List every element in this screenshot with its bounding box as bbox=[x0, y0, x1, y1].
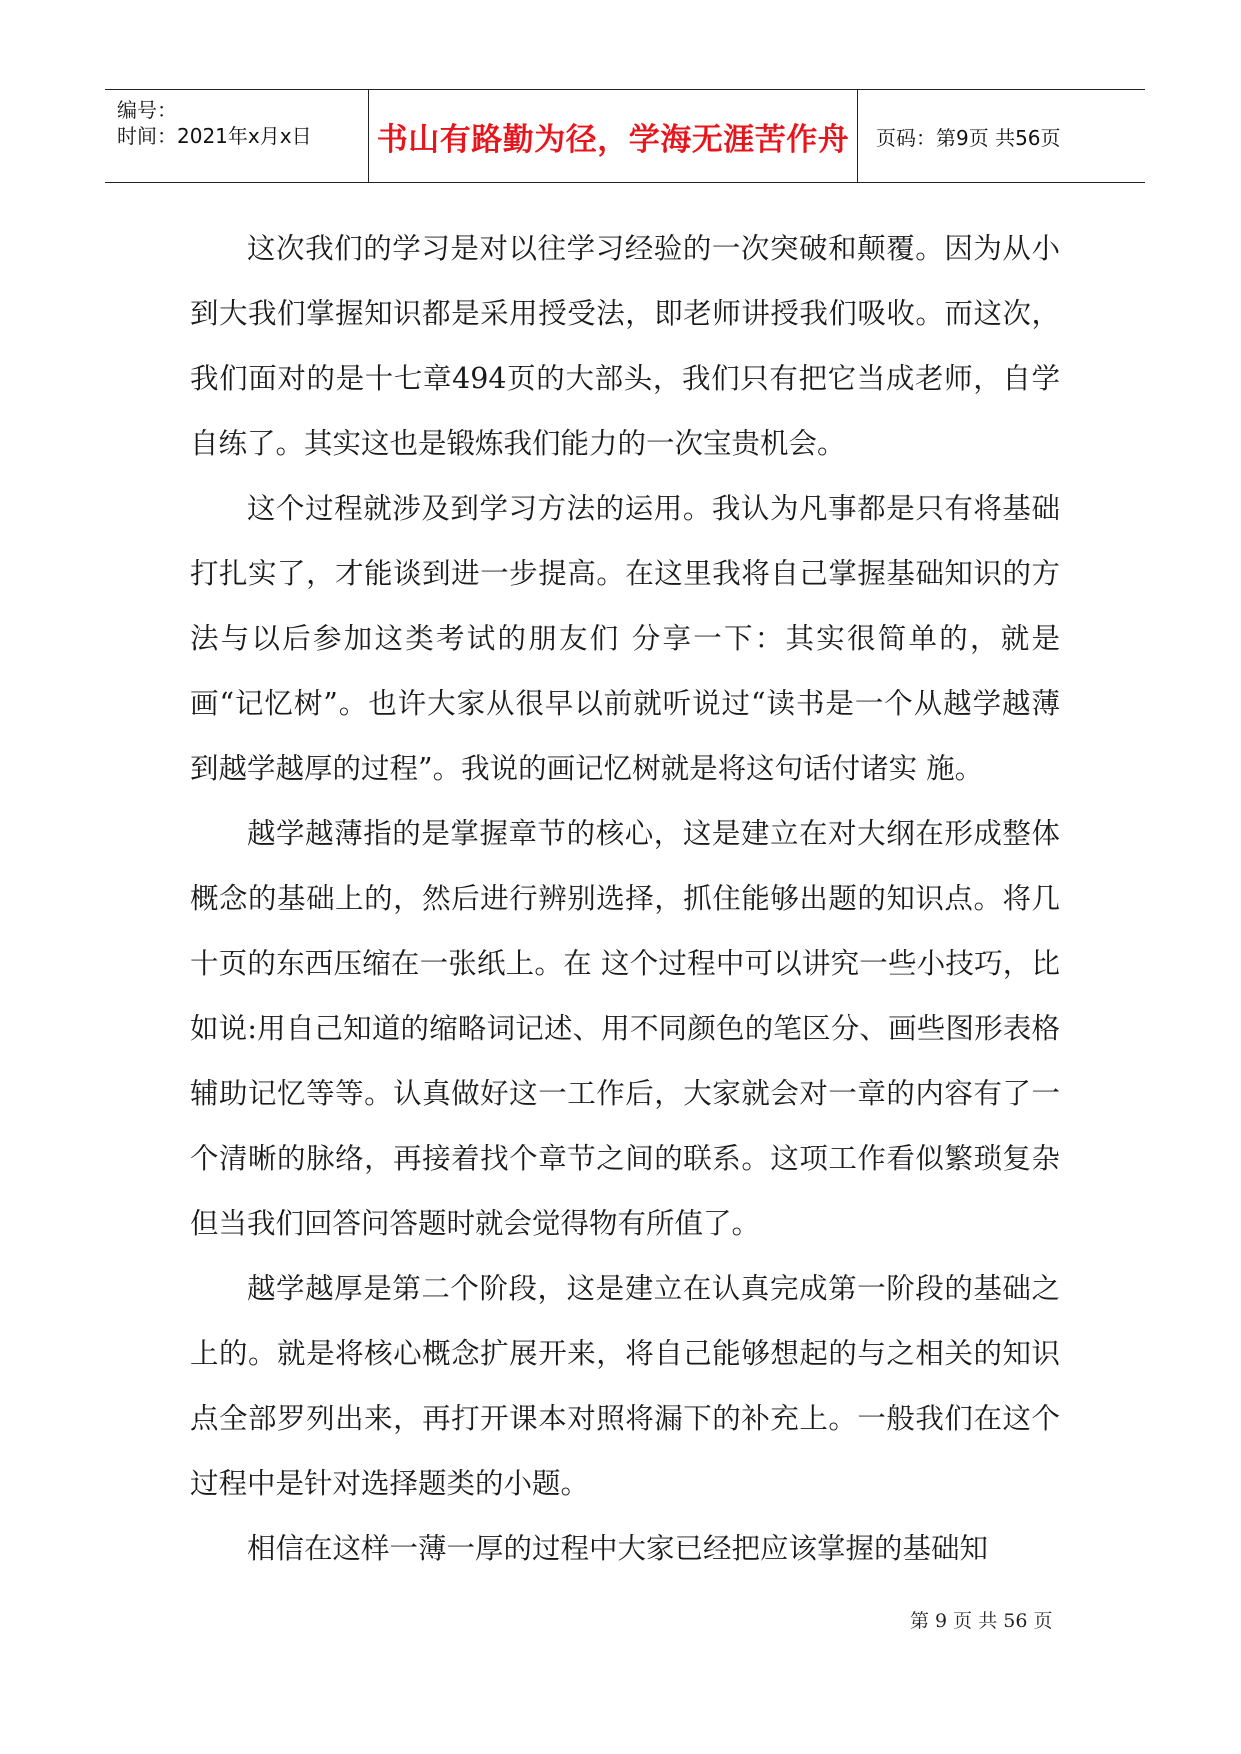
document-number-label: 编号： bbox=[117, 98, 177, 122]
document-body bbox=[190, 216, 1060, 1581]
paragraph: 越学越薄指的是掌握章节的核心，这是建立在对大纲在形成整体概念的基础上的，然后进行辨别选择，抓住能够出题的知识点。将几十页的东西压缩在一张纸上。在 这个过程中可以讲究一些小技巧，比如说:用自己知道的缩略词记述、用不同颜色的笔区分、画些图形表格辅助记忆等等。认真做好这一工作后，大家就会对一章的内容有了一个清晰的脉络，再接着找个章节之间的联系。这项工作看似繁琐复杂但当我们回答问答题时就会觉得物有所值了。 bbox=[190, 817, 1060, 1240]
paragraph: 这次我们的学习是对以往学习经验的一次突破和颠覆。因为从小到大我们掌握知识都是采用授受法，即老师讲授我们吸收。而这次，我们面对的是十七章494页的大部头，我们只有把它当成老师，自学自练了。其实这也是锻炼我们能力的一次宝贵机会。 bbox=[190, 232, 1060, 460]
page-footer: 第 9 页 共 56 页 bbox=[910, 1610, 1053, 1632]
paragraph: 相信在这样一薄一厚的过程中大家已经把应该掌握的基础知 bbox=[247, 1532, 989, 1565]
paragraph: 越学越厚是第二个阶段，这是建立在认真完成第一阶段的基础之上的。就是将核心概念扩展开来，将自己能够想起的与之相关的知识点全部罗列出来，再打开课本对照将漏下的补充上。一般我们在这个过程中是针对选择题类的小题。 bbox=[190, 1272, 1060, 1500]
document-time-label: 时间：2021年x月x日 bbox=[117, 124, 312, 148]
header-motto: 书山有路勤为径，学海无涯苦作舟 bbox=[376, 121, 850, 158]
header-motto-cell bbox=[369, 90, 858, 182]
page-header bbox=[105, 89, 1145, 183]
paragraph: 这个过程就涉及到学习方法的运用。我认为凡事都是只有将基础打扎实了，才能谈到进一步提高。在这里我将自己掌握基础知识的方法与以后参加这类考试的朋友们 分享一下：其实很简单的，就是画“记忆树”。也许大家从很早以前就听说过“读书是一个从越学越薄到越学越厚的过程”。我说的画记忆树就是将这句话付诸实 施。 bbox=[190, 492, 1060, 785]
header-page-label: 页码：第9页 共56页 bbox=[876, 125, 1061, 150]
header-page-cell bbox=[858, 90, 1145, 182]
header-meta-cell bbox=[105, 90, 369, 182]
